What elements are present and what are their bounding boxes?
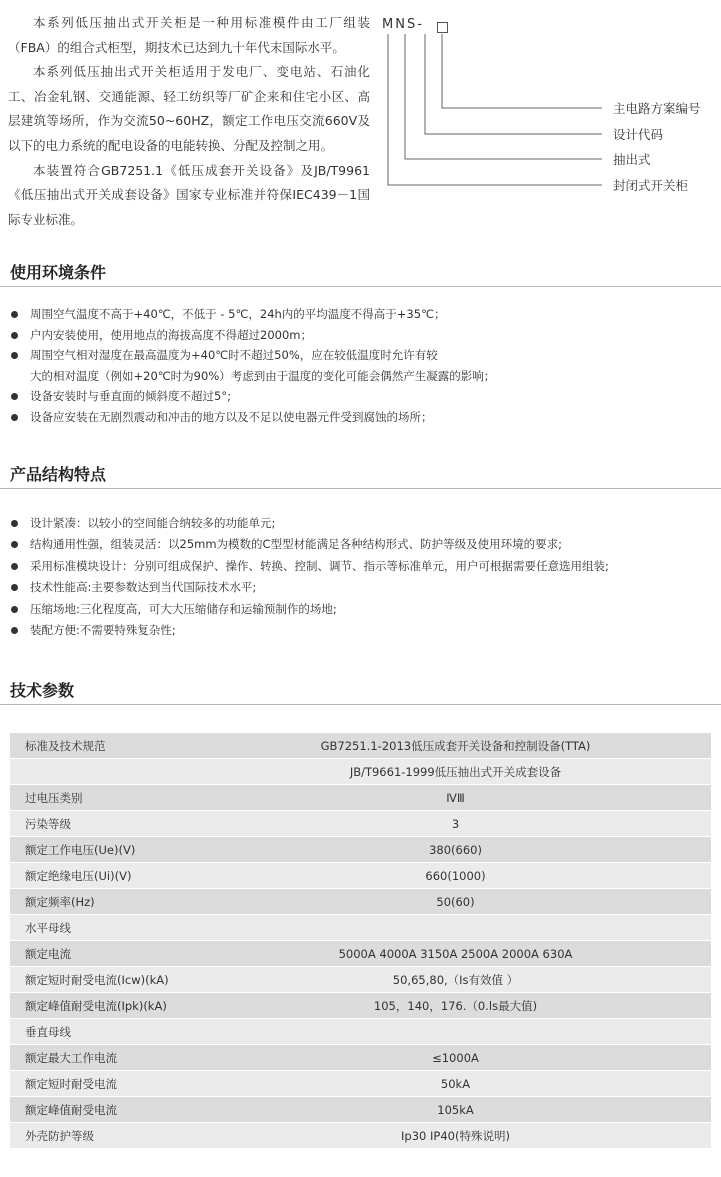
table-row: [10, 993, 711, 1019]
param-value: ≤1000A: [200, 1045, 711, 1071]
param-key: 水平母线: [10, 915, 200, 941]
list-item: 压缩场地:三化程度高，可大大压缩储存和运输预制作的场地;: [10, 599, 609, 620]
param-value: JB/T9661-1999低压抽出式开关成套设备: [200, 759, 711, 785]
list-item: 装配方便:不需要特殊复杂性;: [10, 620, 609, 641]
model-code-desc: 封闭式开关柜: [613, 178, 689, 193]
list-item: 设备应安装在无剧烈震动和冲击的地方以及不足以使电器元件受到腐蚀的场所；: [10, 407, 495, 428]
param-key: 外壳防护等级: [10, 1123, 200, 1149]
param-key: 污染等级: [10, 811, 200, 837]
list-item: 周围空气相对湿度在最高温度为+40℃时不超过50%，应在较低温度时允许有较: [10, 345, 495, 366]
param-value: [200, 915, 711, 941]
section-divider: [0, 286, 721, 287]
param-value: 50,65,80,（Is有效值 ）: [200, 967, 711, 993]
intro-paragraph: 本系列低压抽出式开关柜是一种用标准模件由工厂组装（FBA）的组合式柜型，期技术已达到九十年代末国际水平。: [8, 15, 370, 55]
model-code-label: MNS-: [382, 17, 424, 32]
table-row: [10, 1071, 711, 1097]
table-row: [10, 759, 711, 785]
table-row: [10, 1019, 711, 1045]
section-title-structure: 产品结构特点: [10, 465, 107, 484]
param-key: 额定峰值耐受电流(Ipk)(kA): [10, 993, 200, 1019]
table-row: [10, 889, 711, 915]
intro-paragraph: 本装置符合GB7251.1《低压成套开关设备》及JB/T9961《低压抽出式开关成套设备》国家专业标准并符保IEC439－1国际专业标准。: [8, 162, 370, 227]
param-key: 垂直母线: [10, 1019, 200, 1045]
param-value: 660(1000): [200, 863, 711, 889]
param-value: 50(60): [200, 889, 711, 915]
section-divider: [0, 488, 721, 489]
bullet-icon: [11, 311, 18, 318]
conditions-list: [10, 304, 495, 427]
table-row: [10, 967, 711, 993]
param-key: [10, 759, 200, 785]
param-value: Ip30 IP40(特殊说明): [200, 1123, 711, 1149]
intro-paragraph: 本系列低压抽出式开关柜适用于发电厂、变电站、石油化工、冶金轧钢、交通能源、轻工纺织等厂矿企来和住宅小区、高层建筑等场所，作为交流50~60HZ，额定工作电压交流660V及以下的电力系统的配电设备的电能转换、分配及控制之用。: [8, 64, 370, 153]
list-item: 户内安装使用，使用地点的海拔高度不得超过2000m；: [10, 325, 495, 346]
table-row: [10, 941, 711, 967]
param-value: 5000A 4000A 3150A 2500A 2000A 630A: [200, 941, 711, 967]
table-row: [10, 733, 711, 759]
param-key: 标准及技术规范: [10, 733, 200, 759]
param-value: GB7251.1-2013低压成套开关设备和控制设备(TTA): [200, 733, 711, 759]
table-row: [10, 1123, 711, 1149]
section-title-conditions: 使用环境条件: [10, 263, 107, 282]
section-title-params: 技术参数: [10, 681, 75, 700]
table-row: [10, 1097, 711, 1123]
bullet-icon: [11, 332, 18, 339]
param-value: [200, 1019, 711, 1045]
model-code-desc: 设计代码: [613, 127, 664, 142]
intro-text: [8, 11, 370, 232]
list-item: 结构通用性强，组装灵活：以25mm为模数的C型型材能满足各种结构形式、防护等级及使用环境的要求;: [10, 534, 609, 555]
param-key: 额定频率(Hz): [10, 889, 200, 915]
bullet-icon: [11, 584, 18, 591]
bullet-icon: [11, 520, 18, 527]
bullet-icon: [11, 393, 18, 400]
structure-list: [10, 513, 609, 641]
param-key: 额定峰值耐受电流: [10, 1097, 200, 1123]
bullet-icon: [11, 414, 18, 421]
param-key: 额定绝缘电压(Ui)(V): [10, 863, 200, 889]
model-code-diagram: [370, 10, 715, 200]
table-row: [10, 811, 711, 837]
param-key: 额定工作电压(Ue)(V): [10, 837, 200, 863]
param-key: 额定电流: [10, 941, 200, 967]
section-divider: [0, 704, 721, 705]
param-key: 额定短时耐受电流(Icw)(kA): [10, 967, 200, 993]
bullet-icon: [11, 563, 18, 570]
param-value: ⅣⅢ: [200, 785, 711, 811]
bullet-icon: [11, 352, 18, 359]
list-item: 设计紧凑：以较小的空间能合纳较多的功能单元;: [10, 513, 609, 534]
model-code-desc: 抽出式: [613, 152, 651, 167]
param-key: 额定短时耐受电流: [10, 1071, 200, 1097]
param-value: 3: [200, 811, 711, 837]
list-item: 设备安装时与垂直面的倾斜度不超过5°;: [10, 386, 495, 407]
bullet-icon: [11, 627, 18, 634]
param-key: 额定最大工作电流: [10, 1045, 200, 1071]
bullet-icon: [11, 606, 18, 613]
param-value: 105kA: [200, 1097, 711, 1123]
model-code-desc: 主电路方案编号: [613, 101, 701, 116]
table-row: [10, 915, 711, 941]
bullet-icon: [11, 541, 18, 548]
table-row: [10, 785, 711, 811]
list-item: 周围空气温度不高于+40℃，不低于 - 5℃，24h内的平均温度不得高于+35℃；: [10, 304, 495, 325]
table-row: [10, 837, 711, 863]
list-item: 技术性能高:主要参数达到当代国际技术水平;: [10, 577, 609, 598]
list-item-continuation: 大的相对温度（例如+20℃时为90%）考虑到由于温度的变化可能会偶然产生凝露的影响；: [30, 368, 496, 383]
table-row: [10, 1045, 711, 1071]
param-value: 380(660): [200, 837, 711, 863]
list-item: 采用标准模块设计：分别可组成保护、操作、转换、控制、调节、指示等标准单元，用户可根据需要任意选用组装;: [10, 556, 609, 577]
param-value: 50kA: [200, 1071, 711, 1097]
param-key: 过电压类别: [10, 785, 200, 811]
table-row: [10, 863, 711, 889]
params-table: [10, 733, 711, 1149]
param-value: 105，140，176.（0.ls最大值): [200, 993, 711, 1019]
